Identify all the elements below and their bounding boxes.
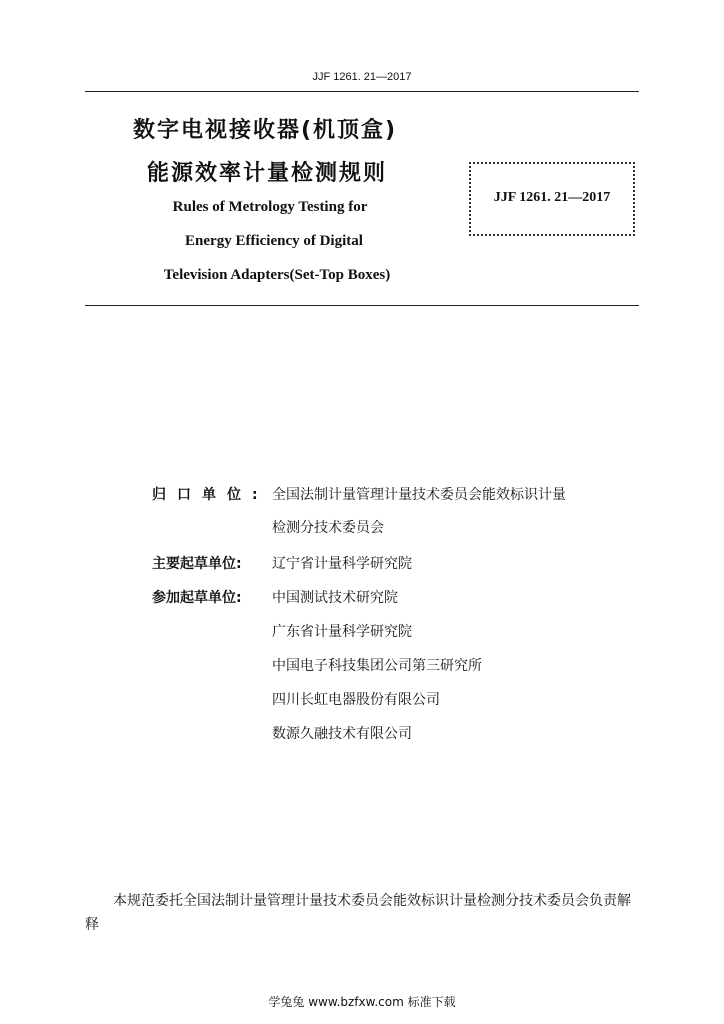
top-rule: [85, 91, 639, 92]
main-drafter-label: 主要起草单位:: [152, 556, 242, 572]
guikou-value-line2: 检测分技术委员会: [272, 520, 384, 536]
interpretation-note: 本规范委托全国法制计量管理计量技术委员会能效标识计量检测分技术委员会负责解释: [85, 893, 631, 933]
header-standard-code: JJF 1261. 21—2017: [312, 71, 412, 83]
participant-item: 广东省计量科学研究院: [272, 624, 412, 640]
main-drafter-value: 辽宁省计量科学研究院: [272, 556, 412, 572]
participants-label: 参加起草单位:: [152, 590, 242, 606]
title-bottom-rule: [85, 305, 639, 306]
standard-code-box: [469, 162, 635, 236]
title-zh-line1: 数字电视接收器(机顶盒): [133, 118, 398, 143]
participant-item: 中国电子科技集团公司第三研究所: [272, 658, 482, 674]
guikou-label: 归口单位:: [152, 487, 269, 503]
participant-item: 中国测试技术研究院: [272, 590, 398, 606]
title-zh-line2: 能源效率计量检测规则: [147, 161, 388, 186]
title-en-line2: Energy Efficiency of Digital: [185, 233, 363, 249]
participant-item: 四川长虹电器股份有限公司: [272, 692, 440, 708]
guikou-value-line1: 全国法制计量管理计量技术委员会能效标识计量: [272, 487, 566, 503]
footer-watermark: 学兔兔 www.bzfxw.com 标准下载: [268, 995, 456, 1009]
participant-item: 数源久融技术有限公司: [272, 726, 412, 742]
title-en-line3: Television Adapters(Set-Top Boxes): [163, 267, 391, 283]
standard-code-box-text: JJF 1261. 21—2017: [493, 190, 611, 205]
title-en-line1: Rules of Metrology Testing for: [172, 199, 368, 215]
